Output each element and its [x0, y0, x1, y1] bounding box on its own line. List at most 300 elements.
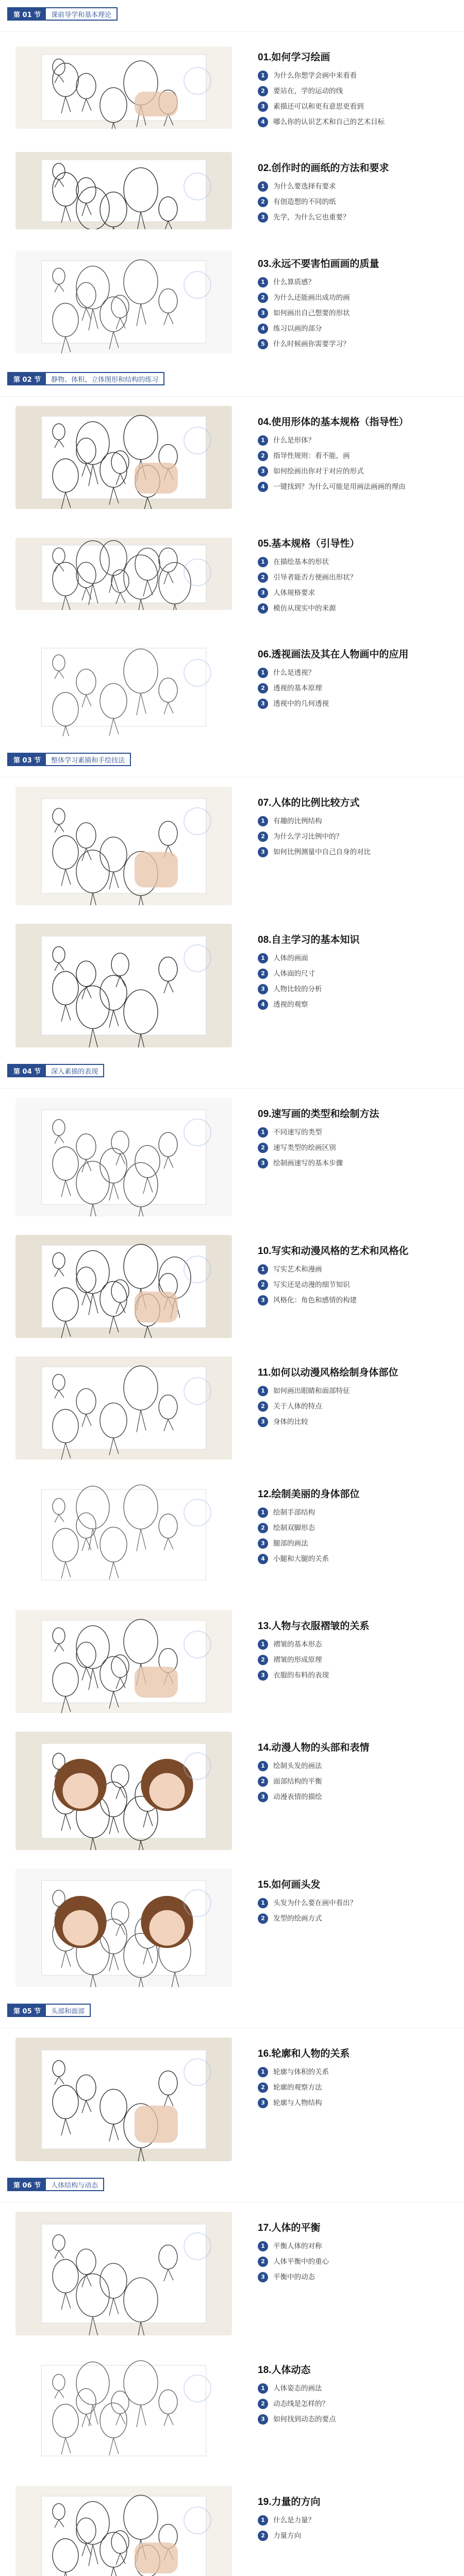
lesson-points — [258, 435, 454, 492]
lesson-illustration — [15, 1235, 232, 1338]
lesson-point — [258, 482, 454, 492]
lesson-point — [258, 572, 454, 583]
bullet-number-icon: 2 — [258, 572, 268, 583]
lesson-points — [258, 181, 454, 223]
lesson-point-text: 小腿和大腿的关系 — [273, 1555, 329, 1563]
bullet-number-icon: 1 — [258, 953, 268, 963]
section-banner — [0, 0, 464, 32]
lesson-point-text: 动态线是怎样的？ — [273, 2400, 329, 2408]
lesson-thumbnail[interactable] — [0, 1347, 242, 1469]
lesson-card[interactable] — [0, 2028, 464, 2171]
lesson-artwork — [15, 1357, 232, 1460]
lesson-card[interactable] — [0, 1722, 464, 1859]
lesson-point-text: 轮廓的观察方法 — [273, 2083, 322, 2092]
lesson-point-text: 如何找到动态的要点 — [273, 2415, 336, 2424]
lesson-title[interactable]: 19.力量的方向 — [258, 2497, 321, 2507]
watermark-icon — [184, 558, 211, 586]
bullet-number-icon: 1 — [258, 1264, 268, 1275]
lesson-point-text: 练习以画的部分 — [273, 325, 322, 333]
lesson-points — [258, 1386, 454, 1427]
bullet-number-icon: 3 — [258, 984, 268, 994]
section-number: 第 04 节 — [8, 1064, 46, 1077]
lesson-artwork — [15, 1610, 232, 1713]
lesson-point — [258, 1143, 454, 1153]
lesson-title[interactable]: 02.创作时的画纸的方法和要求 — [258, 163, 389, 174]
bullet-number-icon: 1 — [258, 435, 268, 446]
lesson-illustration — [15, 2212, 232, 2335]
lesson-thumbnail[interactable] — [0, 1859, 242, 1996]
watermark-icon — [184, 807, 211, 835]
lesson-card[interactable] — [0, 1469, 464, 1601]
watermark-icon — [184, 1118, 211, 1146]
lesson-point-text: 为什么还能画出成功的画 — [273, 294, 350, 302]
lesson-card[interactable] — [0, 629, 464, 745]
lesson-point-text: 人体平衡中的重心 — [273, 2258, 329, 2266]
lesson-title[interactable]: 08.自主学习的基本知识 — [258, 935, 360, 945]
lesson-point — [258, 1639, 454, 1650]
bullet-number-icon: 2 — [258, 1913, 268, 1924]
lesson-title[interactable]: 10.写实和动漫风格的艺术和风格化 — [258, 1246, 409, 1257]
lesson-point — [258, 1792, 454, 1802]
lesson-card[interactable] — [0, 777, 464, 914]
lesson-info — [242, 2345, 464, 2477]
bullet-number-icon: 3 — [258, 2098, 268, 2108]
lesson-illustration — [15, 1098, 232, 1216]
bullet-number-icon: 1 — [258, 2241, 268, 2251]
lesson-card[interactable] — [0, 143, 464, 239]
lesson-card[interactable] — [0, 1226, 464, 1347]
watermark-icon — [184, 2375, 211, 2402]
bullet-number-icon: 2 — [258, 2257, 268, 2267]
lesson-illustration — [15, 406, 232, 509]
lesson-point — [258, 557, 454, 567]
lesson-point — [258, 1127, 454, 1138]
lesson-points — [258, 1761, 454, 1802]
lesson-thumbnail[interactable] — [0, 914, 242, 1057]
lesson-thumbnail[interactable] — [0, 777, 242, 914]
lesson-point — [258, 1670, 454, 1681]
section-title: 深入素描的表现 — [51, 1067, 98, 1076]
lesson-point — [258, 603, 454, 614]
bullet-number-icon: 1 — [258, 668, 268, 678]
lesson-points — [258, 71, 454, 127]
lesson-point — [258, 324, 454, 334]
lesson-card[interactable] — [0, 239, 464, 365]
lesson-point — [258, 308, 454, 318]
lesson-point — [258, 451, 454, 461]
lesson-points — [258, 1639, 454, 1681]
lesson-info — [242, 143, 464, 239]
watermark-icon — [184, 1256, 211, 1283]
bullet-number-icon: 1 — [258, 557, 268, 567]
lesson-thumbnail[interactable] — [0, 143, 242, 239]
watermark-icon — [184, 427, 211, 454]
lesson-point — [258, 1776, 454, 1787]
lesson-info — [242, 32, 464, 143]
lesson-point — [258, 2383, 454, 2394]
lesson-artwork — [15, 787, 232, 905]
bullet-number-icon: 3 — [258, 1295, 268, 1306]
lesson-point — [258, 293, 454, 303]
bullet-number-icon: 1 — [258, 181, 268, 192]
section-tag — [7, 2178, 104, 2191]
lesson-info — [242, 914, 464, 1057]
bullet-number-icon: 4 — [258, 999, 268, 1010]
bullet-number-icon: 2 — [258, 832, 268, 842]
lesson-point-text: 不同速写的类型 — [273, 1128, 322, 1137]
lesson-points — [258, 1507, 454, 1564]
lesson-artwork — [15, 2212, 232, 2335]
lesson-thumbnail[interactable] — [0, 518, 242, 629]
lesson-card[interactable] — [0, 1347, 464, 1469]
lesson-point — [258, 699, 454, 709]
lesson-illustration — [15, 2354, 232, 2467]
watermark-icon — [184, 2506, 211, 2534]
lesson-point — [258, 668, 454, 678]
lesson-point-text: 什么算质感？ — [273, 278, 315, 286]
section-tag — [7, 1064, 104, 1077]
bullet-number-icon: 2 — [258, 1655, 268, 1665]
bullet-number-icon: 2 — [258, 1143, 268, 1153]
lesson-artwork — [15, 250, 232, 353]
bullet-number-icon: 2 — [258, 1401, 268, 1412]
lesson-point-text: 如何画出眼睛和面部特征 — [273, 1387, 350, 1395]
lesson-info — [242, 629, 464, 745]
lesson-point — [258, 1280, 454, 1290]
lesson-point — [258, 466, 454, 477]
lesson-point-text: 素描还可以和更有意思更看到 — [273, 103, 364, 111]
lesson-point-text: 面部结构的平衡 — [273, 1777, 322, 1786]
bullet-number-icon: 3 — [258, 588, 268, 598]
bullet-number-icon: 1 — [258, 2067, 268, 2077]
section-banner — [0, 745, 464, 777]
bullet-number-icon: 1 — [258, 1898, 268, 1908]
lesson-point-text: 轮廓与人物结构 — [273, 2099, 322, 2107]
lesson-point-text: 写实还是动漫的细节知识 — [273, 1281, 350, 1289]
lesson-point-text: 透视的基本原理 — [273, 684, 322, 692]
lesson-thumbnail[interactable] — [0, 397, 242, 518]
lesson-point-text: 如何画出自己想要的形状 — [273, 309, 350, 317]
lesson-card[interactable] — [0, 2202, 464, 2345]
lesson-point — [258, 2531, 454, 2541]
lesson-thumbnail[interactable] — [0, 239, 242, 365]
lesson-thumbnail[interactable] — [0, 1089, 242, 1226]
lesson-point-text: 什么是透视？ — [273, 669, 315, 677]
lesson-artwork — [15, 1869, 232, 1987]
lesson-point — [258, 1554, 454, 1564]
lesson-point — [258, 2257, 454, 2267]
lesson-point-text: 如何绘画出你对于对应的形式 — [273, 467, 364, 476]
lesson-info — [242, 1089, 464, 1226]
bullet-number-icon: 4 — [258, 324, 268, 334]
lesson-points — [258, 1898, 454, 1924]
bullet-number-icon: 3 — [258, 1670, 268, 1681]
lesson-point-text: 一键找到？为什么可能是用画法画画的理由 — [273, 483, 406, 491]
lesson-title[interactable]: 04.使用形体的基本规格（指导性） — [258, 417, 409, 428]
lesson-points — [258, 557, 454, 614]
lesson-artwork — [15, 924, 232, 1047]
lesson-point — [258, 71, 454, 81]
watermark-icon — [184, 944, 211, 972]
watermark-icon — [184, 2232, 211, 2260]
bullet-number-icon: 3 — [258, 1792, 268, 1802]
section-tag — [7, 2004, 91, 2017]
bullet-number-icon: 3 — [258, 2414, 268, 2425]
lesson-info — [242, 1226, 464, 1347]
lesson-point — [258, 847, 454, 857]
lesson-card[interactable] — [0, 32, 464, 143]
lesson-info — [242, 2477, 464, 2576]
lesson-title[interactable]: 18.人体动态 — [258, 2365, 311, 2376]
bullet-number-icon: 1 — [258, 71, 268, 81]
lesson-info — [242, 397, 464, 518]
lesson-point — [258, 197, 454, 207]
section-banner — [0, 2171, 464, 2202]
section-title: 静物、体积、立体图形和结构的练习 — [51, 376, 159, 384]
lesson-artwork — [15, 1098, 232, 1216]
lesson-artwork — [15, 2486, 232, 2576]
bullet-number-icon: 2 — [258, 683, 268, 693]
section-number: 第 06 节 — [8, 2178, 46, 2191]
lesson-card[interactable] — [0, 2345, 464, 2477]
lesson-point — [258, 2399, 454, 2409]
lesson-point — [258, 1655, 454, 1665]
lesson-point — [258, 832, 454, 842]
lesson-point — [258, 101, 454, 112]
lesson-point — [258, 999, 454, 1010]
lesson-points — [258, 2241, 454, 2282]
lesson-illustration — [15, 1732, 232, 1850]
bullet-number-icon: 2 — [258, 969, 268, 979]
bullet-number-icon: 5 — [258, 339, 268, 349]
section-number: 第 01 节 — [8, 7, 46, 21]
lesson-thumbnail[interactable] — [0, 32, 242, 143]
lesson-thumbnail[interactable] — [0, 629, 242, 745]
bullet-number-icon: 3 — [258, 212, 268, 223]
lesson-point — [258, 339, 454, 349]
bullet-number-icon: 1 — [258, 1386, 268, 1396]
lesson-card[interactable] — [0, 1859, 464, 1996]
lesson-thumbnail[interactable] — [0, 2477, 242, 2576]
lesson-artwork — [15, 46, 232, 129]
lesson-info — [242, 1601, 464, 1722]
watermark-icon — [184, 1631, 211, 1658]
lesson-title[interactable]: 15.如何画头发 — [258, 1879, 321, 1890]
lesson-title[interactable]: 03.永远不要害怕画画的质量 — [258, 259, 379, 269]
lesson-point — [258, 1264, 454, 1275]
lesson-point — [258, 86, 454, 96]
lesson-point — [258, 117, 454, 127]
lesson-points — [258, 816, 454, 857]
lesson-point — [258, 277, 454, 287]
lesson-title[interactable]: 13.人物与衣服褶皱的关系 — [258, 1621, 370, 1632]
lesson-point-text: 人体规格要求 — [273, 589, 315, 597]
lesson-info — [242, 2028, 464, 2171]
lesson-illustration — [15, 1357, 232, 1460]
lesson-point-text: 身体的比较 — [273, 1418, 308, 1426]
lesson-point-text: 人物比较的分析 — [273, 985, 322, 993]
lesson-point-text: 褶皱的形成原理 — [273, 1656, 322, 1664]
lesson-thumbnail[interactable] — [0, 1601, 242, 1722]
bullet-number-icon: 3 — [258, 101, 268, 112]
lesson-title[interactable]: 09.速写画的类型和绘制方法 — [258, 1109, 379, 1120]
lesson-title[interactable]: 16.轮廓和人物的关系 — [258, 2048, 350, 2059]
watermark-icon — [184, 1752, 211, 1780]
section-number: 第 05 节 — [8, 2004, 46, 2017]
lesson-point-text: 褶皱的基本形态 — [273, 1640, 322, 1649]
bullet-number-icon: 1 — [258, 1639, 268, 1650]
lesson-illustration — [15, 787, 232, 905]
lesson-point-text: 头发为什么要在画中看出？ — [273, 1899, 357, 1907]
lesson-point-text: 要站在，学的运动的线 — [273, 87, 343, 95]
lesson-point-text: 有趣的比例结构 — [273, 817, 322, 825]
lesson-title[interactable]: 01.如何学习绘画 — [258, 52, 330, 63]
lesson-point — [258, 984, 454, 994]
lesson-point-text: 人体的画面 — [273, 954, 308, 962]
lesson-point — [258, 181, 454, 192]
bullet-number-icon: 3 — [258, 2272, 268, 2282]
lesson-point-text: 平衡人体的对称 — [273, 2242, 322, 2250]
lesson-thumbnail[interactable] — [0, 1226, 242, 1347]
lesson-point — [258, 1898, 454, 1908]
lesson-illustration — [15, 2038, 232, 2161]
lesson-card[interactable] — [0, 1089, 464, 1226]
lesson-thumbnail[interactable] — [0, 2202, 242, 2345]
lesson-artwork — [15, 1235, 232, 1338]
lesson-title[interactable]: 06.透视画法及其在人物画中的应用 — [258, 649, 409, 660]
watermark-icon — [184, 67, 211, 95]
bullet-number-icon: 2 — [258, 2531, 268, 2541]
lesson-points — [258, 2515, 454, 2541]
bullet-number-icon: 2 — [258, 197, 268, 207]
lesson-artwork — [15, 152, 232, 229]
lesson-artwork — [15, 1732, 232, 1850]
lesson-point — [258, 816, 454, 826]
lesson-point-text: 人体姿态的画法 — [273, 2384, 322, 2393]
lesson-point-text: 为什么学习比例中的？ — [273, 833, 343, 841]
lesson-info — [242, 1722, 464, 1859]
lesson-point-text: 透视中的几何透视 — [273, 700, 329, 708]
lesson-point — [258, 2414, 454, 2425]
bullet-number-icon: 2 — [258, 2082, 268, 2093]
lesson-point-text: 关于人体的特点 — [273, 1402, 322, 1411]
watermark-icon — [184, 659, 211, 687]
lesson-point-text: 风格化：角色和感情的构建 — [273, 1296, 357, 1304]
lesson-point-text: 力量方向 — [273, 2532, 301, 2540]
bullet-number-icon: 3 — [258, 699, 268, 709]
lesson-illustration — [15, 638, 232, 736]
lesson-point — [258, 2067, 454, 2077]
lesson-title[interactable]: 12.绘制美丽的身体部位 — [258, 1489, 360, 1500]
lesson-card[interactable] — [0, 518, 464, 629]
lesson-artwork — [15, 406, 232, 509]
bullet-number-icon: 2 — [258, 2399, 268, 2409]
lesson-title[interactable]: 11.如何以动漫风格绘制身体部位 — [258, 1367, 399, 1378]
bullet-number-icon: 3 — [258, 1538, 268, 1549]
lesson-point — [258, 1401, 454, 1412]
lesson-thumbnail[interactable] — [0, 2345, 242, 2477]
lesson-point — [258, 1913, 454, 1924]
lesson-artwork — [15, 2038, 232, 2161]
lesson-points — [258, 277, 454, 349]
section-title: 人体结构与动态 — [51, 2181, 98, 2190]
watermark-icon — [184, 1499, 211, 1527]
bullet-number-icon: 4 — [258, 117, 268, 127]
bullet-number-icon: 3 — [258, 1417, 268, 1427]
lesson-title[interactable]: 17.人体的平衡 — [258, 2223, 321, 2233]
lesson-point-text: 模仿从现实中的来源 — [273, 604, 336, 613]
lesson-points — [258, 1264, 454, 1306]
bullet-number-icon: 3 — [258, 847, 268, 857]
lesson-card[interactable] — [0, 2477, 464, 2576]
lesson-title[interactable]: 07.人体的比例比较方式 — [258, 798, 360, 808]
lesson-card[interactable] — [0, 1601, 464, 1722]
lesson-point-text: 写实艺术和漫画 — [273, 1265, 322, 1274]
lesson-title[interactable]: 05.基本规格（引导性） — [258, 538, 360, 549]
lesson-points — [258, 1127, 454, 1168]
lesson-point-text: 绘制画速写的基本步骤 — [273, 1159, 343, 1167]
lesson-illustration — [15, 1610, 232, 1713]
bullet-number-icon: 4 — [258, 603, 268, 614]
lesson-point-text: 透视的观察 — [273, 1001, 308, 1009]
lesson-card[interactable] — [0, 914, 464, 1057]
lesson-point — [258, 1417, 454, 1427]
lesson-point — [258, 1523, 454, 1533]
section-number: 第 03 节 — [8, 753, 46, 766]
lesson-point-text: 有创造想的不同的纸 — [273, 198, 336, 206]
lesson-point-text: 速写类型的绘画区别 — [273, 1144, 336, 1152]
lesson-point-text: 腿部的画法 — [273, 1539, 308, 1548]
lesson-thumbnail[interactable] — [0, 1722, 242, 1859]
lesson-point — [258, 1158, 454, 1168]
lesson-point-text: 为什么你想学会画中来看看 — [273, 72, 357, 80]
lesson-card[interactable] — [0, 397, 464, 518]
watermark-icon — [184, 173, 211, 200]
lesson-point — [258, 953, 454, 963]
section-banner — [0, 365, 464, 397]
lesson-thumbnail[interactable] — [0, 2028, 242, 2171]
lesson-title[interactable]: 14.动漫人物的头部和表情 — [258, 1742, 370, 1753]
lesson-point-text: 什么是力量？ — [273, 2516, 315, 2524]
lesson-point — [258, 2082, 454, 2093]
lesson-point-text: 什么时候画你需要学习？ — [273, 340, 350, 348]
lesson-thumbnail[interactable] — [0, 1469, 242, 1601]
watermark-icon — [184, 1377, 211, 1405]
lesson-illustration — [15, 250, 232, 353]
lesson-point — [258, 2515, 454, 2526]
lesson-info — [242, 1347, 464, 1469]
lesson-point-text: 引导者能否方便画出形状？ — [273, 573, 357, 582]
lesson-point — [258, 969, 454, 979]
lesson-illustration — [15, 1478, 232, 1591]
lesson-artwork — [15, 2354, 232, 2467]
lesson-point-text: 人体面的尺寸 — [273, 970, 315, 978]
lesson-artwork — [15, 1478, 232, 1591]
lesson-point-text: 动漫表情的描绘 — [273, 1793, 322, 1801]
section-tag — [7, 372, 164, 385]
lesson-point — [258, 683, 454, 693]
lesson-point — [258, 2098, 454, 2108]
bullet-number-icon: 1 — [258, 1127, 268, 1138]
bullet-number-icon: 1 — [258, 2383, 268, 2394]
bullet-number-icon: 2 — [258, 1280, 268, 1290]
section-banner — [0, 1057, 464, 1089]
lesson-points — [258, 668, 454, 709]
lesson-point-text: 先学，为什么它也重要？ — [273, 213, 350, 222]
lesson-point-text: 指导性规则：看不能，画 — [273, 452, 350, 460]
bullet-number-icon: 4 — [258, 1554, 268, 1564]
lesson-info — [242, 2202, 464, 2345]
